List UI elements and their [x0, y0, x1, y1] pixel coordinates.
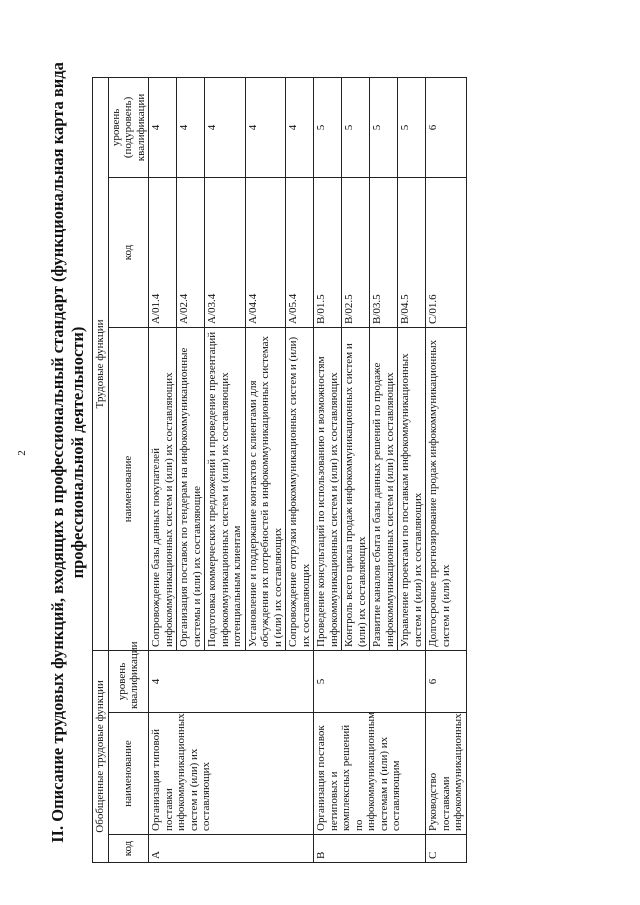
function-name: Подготовка коммерческих предложений и проведение презентаций инфокоммуникационных систем и (или) их составляющих потенциальным клиентам — [205, 327, 246, 650]
group-code: A — [149, 835, 314, 863]
function-code: A/03.4 — [205, 177, 246, 327]
function-level: 6 — [426, 77, 467, 177]
table-row — [426, 77, 467, 862]
title-line-1: II. Описание трудовых функций, входящих в профессиональный стандарт (функциональная карта вида — [48, 62, 67, 843]
group-code: C — [426, 835, 467, 863]
function-code: A/05.4 — [286, 177, 314, 327]
table-row — [314, 77, 342, 862]
function-level: 4 — [177, 77, 205, 177]
function-name: Установление и поддержание контактов с клиентами для обсуждения их потребностей в инфокоммуникационных системах и (или) их составляющих — [245, 327, 286, 650]
group-level: 5 — [314, 650, 426, 712]
function-level: 4 — [149, 77, 177, 177]
title-line-2: профессиональной деятельности) — [68, 326, 87, 579]
function-name: Развитие каналов сбыта и базы данных решений по продаже инфокоммуникационных систем и (или) их составляющих — [370, 327, 398, 650]
section-title — [48, 0, 88, 905]
function-name: Сопровождение отгрузки инфокоммуникационных систем и (или) их составляющих — [286, 327, 314, 650]
functions-table — [92, 77, 467, 863]
group-name: Организация типовой поставки инфокоммуникационных систем и (или) их составляющих — [149, 713, 314, 835]
group-name: Руководство поставками инфокоммуникационных — [426, 713, 467, 835]
function-code: B/03.5 — [370, 177, 398, 327]
function-code: A/01.4 — [149, 177, 177, 327]
function-level: 5 — [370, 77, 398, 177]
function-code: B/01.5 — [314, 177, 342, 327]
function-code: A/04.4 — [245, 177, 286, 327]
function-level: 5 — [398, 77, 426, 177]
function-level: 4 — [205, 77, 246, 177]
function-level: 4 — [286, 77, 314, 177]
function-name: Управление проектами по поставкам инфокоммуникационных систем и (или) их составляющих — [398, 327, 426, 650]
header-func-code: код — [108, 177, 149, 327]
function-code: B/04.5 — [398, 177, 426, 327]
function-level: 5 — [342, 77, 370, 177]
header-code: код — [108, 835, 149, 863]
function-level: 4 — [245, 77, 286, 177]
function-name: Организация поставок по тендерам на инфокоммуникационные системы и (или) их составляющие — [177, 327, 205, 650]
header-generalized: Обобщенные трудовые функции — [93, 650, 109, 862]
function-name: Контроль всего цикла продаж инфокоммуникационных систем и (или) их составляющих — [342, 327, 370, 650]
header-level: уровень квалификации — [108, 650, 149, 712]
group-level: 4 — [149, 650, 314, 712]
function-code: C/01.6 — [426, 177, 467, 327]
function-code: A/02.4 — [177, 177, 205, 327]
function-name: Долгосрочное прогнозирование продаж инфокоммуникационных систем и (или) их — [426, 327, 467, 650]
page-number: 2 — [16, 450, 28, 456]
function-name: Сопровождение базы данных покупателей инфокоммуникационных систем и (или) их составляющих — [149, 327, 177, 650]
function-name: Проведение консультаций по использованию и возможностям инфокоммуникационных систем и (или) их составляющих — [314, 327, 342, 650]
header-name: наименование — [108, 713, 149, 835]
group-name: Организация поставок нетиповых и комплексных решений по инфокоммуникационным системам и (или) их составляющим — [314, 713, 426, 835]
header-func-name: наименование — [108, 327, 149, 650]
function-code: B/02.5 — [342, 177, 370, 327]
group-level: 6 — [426, 650, 467, 712]
function-level: 5 — [314, 77, 342, 177]
header-labor: Трудовые функции — [93, 77, 109, 650]
table-row — [149, 77, 177, 862]
header-sublevel: уровень (подуровень) квалификации — [108, 77, 149, 177]
group-code: B — [314, 835, 426, 863]
